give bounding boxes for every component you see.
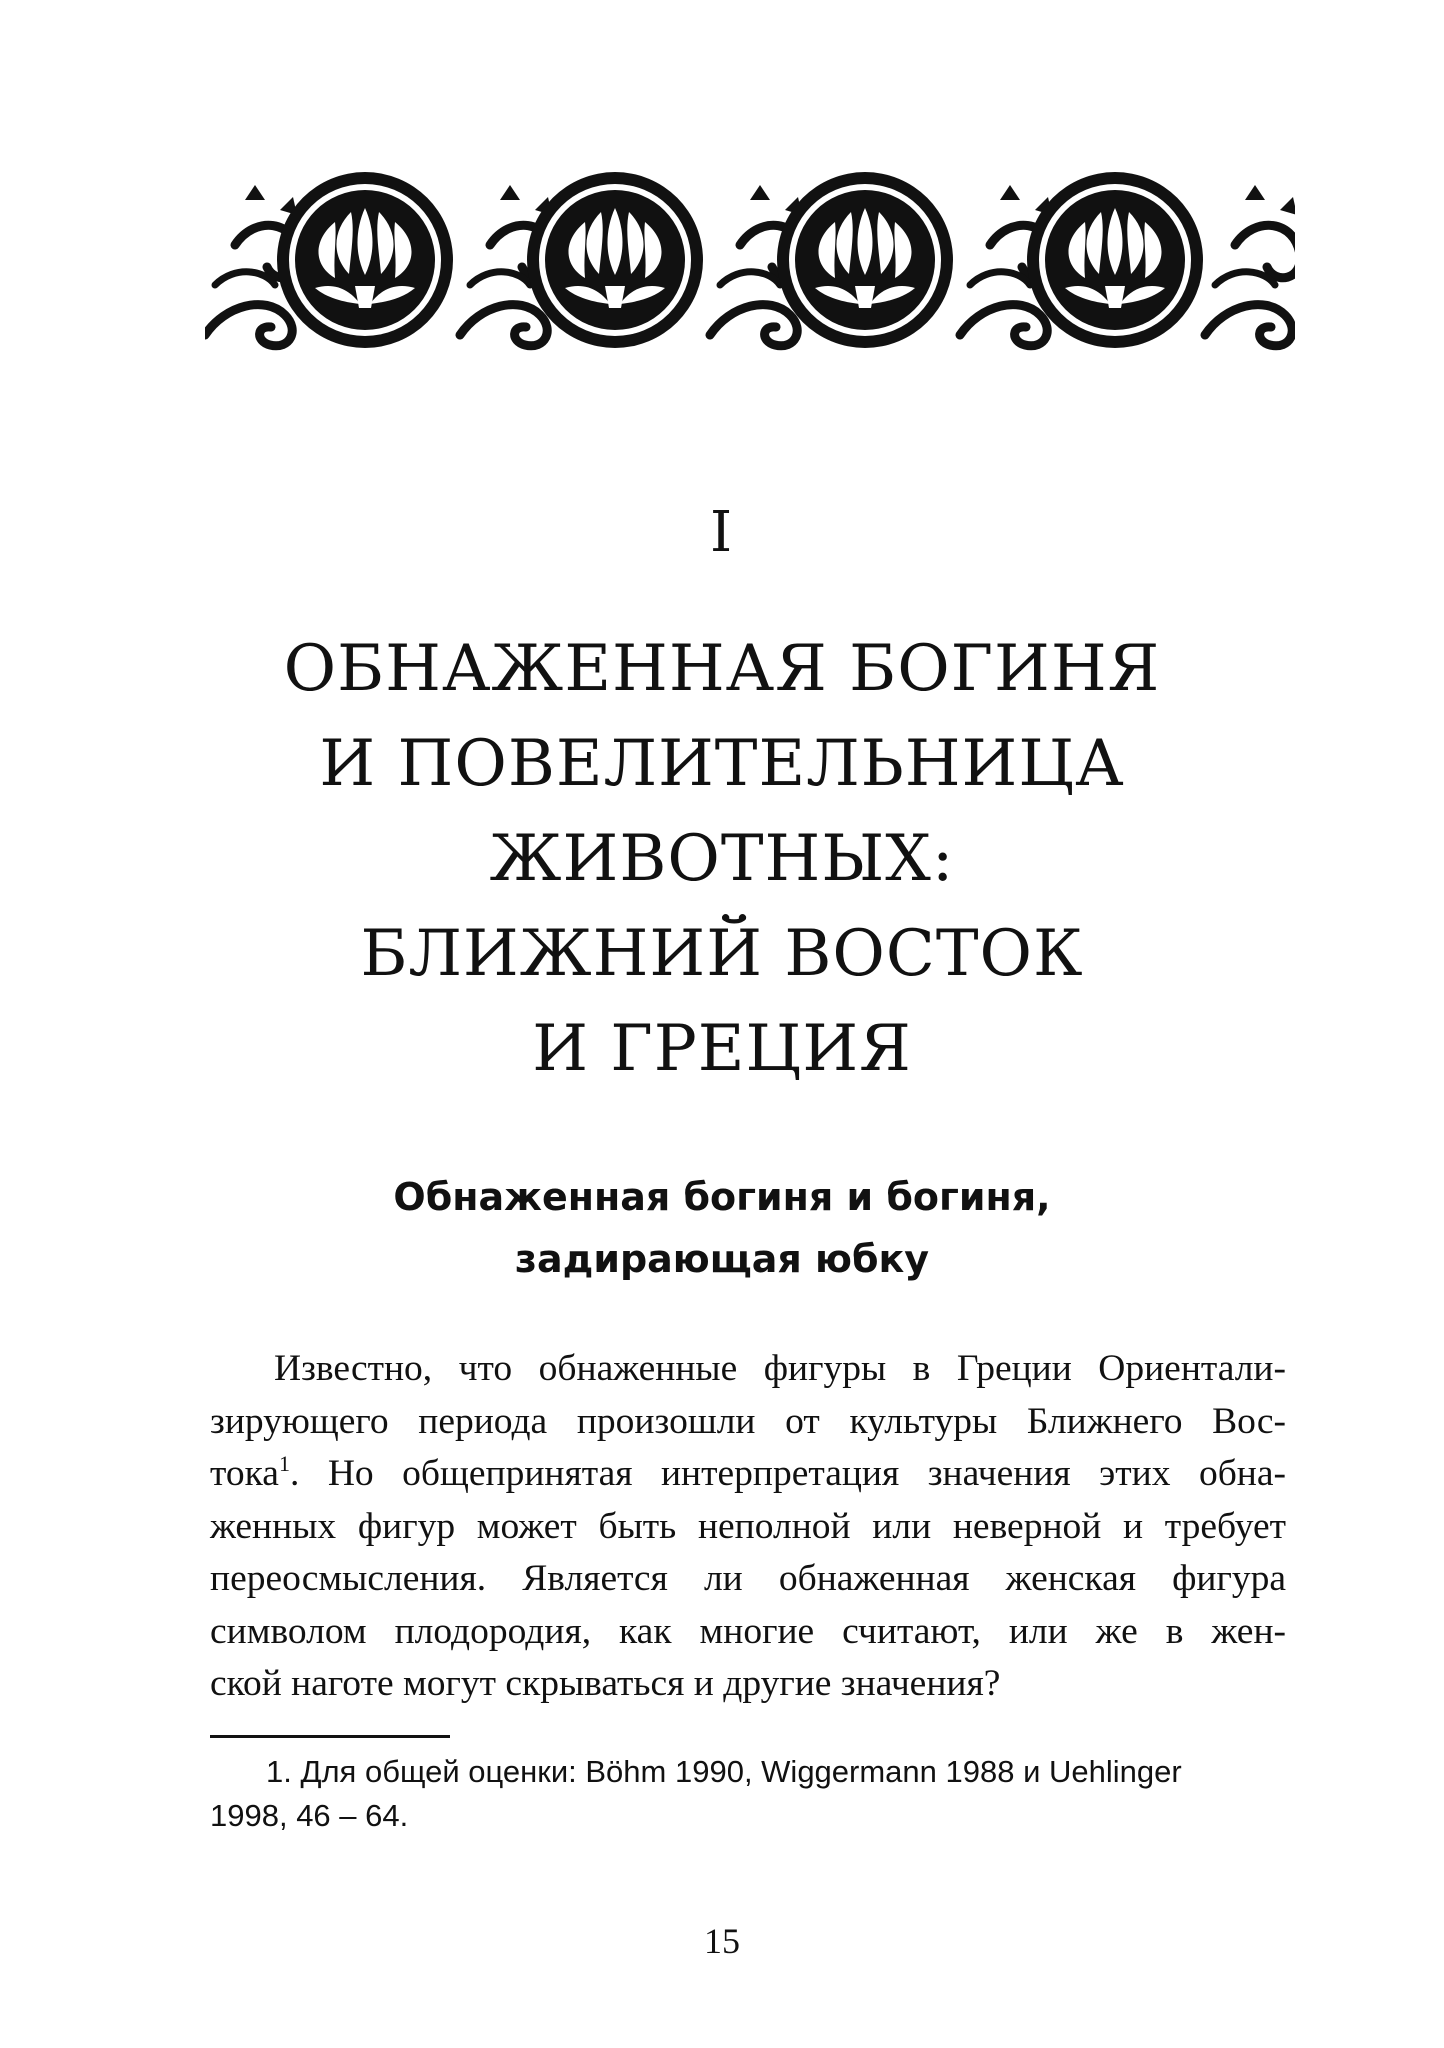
section-heading-line: задирающая юбку — [514, 1237, 930, 1281]
paragraph-line: ской наготе могут скрываться и другие значения? — [210, 1663, 1001, 1704]
body-paragraph — [210, 1343, 1286, 1711]
chapter-title — [0, 622, 1444, 1097]
paragraph-line: символом плодородия, как многие считают, или же в жен- — [210, 1610, 1286, 1652]
chapter-title-line: И ПОВЕЛИТЕЛЬНИЦА — [319, 727, 1125, 801]
footnote-line: 1998, 46 – 64. — [210, 1798, 409, 1833]
paragraph-line: женных фигур может быть неполной или неверной и требует — [210, 1505, 1286, 1547]
ornamental-frieze — [205, 160, 1295, 355]
chapter-title-line: ЖИВОТНЫХ: — [489, 822, 955, 896]
footnote-reference[interactable]: 1 — [278, 1451, 290, 1476]
footnote — [210, 1750, 1286, 1838]
paragraph-line-start: тока — [210, 1453, 279, 1494]
chapter-title-line: БЛИЖНИЙ ВОСТОК — [360, 917, 1084, 991]
paragraph-line: зирующего периода произошли от культуры Ближнего Вос- — [210, 1400, 1286, 1442]
section-heading — [0, 1166, 1444, 1290]
chapter-number: I — [709, 500, 735, 565]
paragraph-line: Известно, что обнаженные фигуры в Греции Ориентали- — [274, 1348, 1286, 1389]
paragraph-line: переосмысления. Является ли обнаженная женская фигура — [210, 1558, 1286, 1599]
section-heading-line: Обнаженная богиня и богиня, — [393, 1175, 1051, 1219]
chapter-title-line: И ГРЕЦИЯ — [532, 1012, 912, 1086]
paragraph-line-end: . Но общепринятая интерпретация значения этих обна- — [289, 1453, 1286, 1494]
chapter-title-line: ОБНАЖЕННАЯ БОГИНЯ — [283, 632, 1161, 706]
footnote-divider — [210, 1735, 450, 1738]
paragraph-line — [210, 1448, 1286, 1501]
page-number: 15 — [704, 1921, 740, 1961]
footnote-line: 1. Для общей оценки: Böhm 1990, Wiggermann 1988 и Uehlinger — [266, 1754, 1182, 1789]
